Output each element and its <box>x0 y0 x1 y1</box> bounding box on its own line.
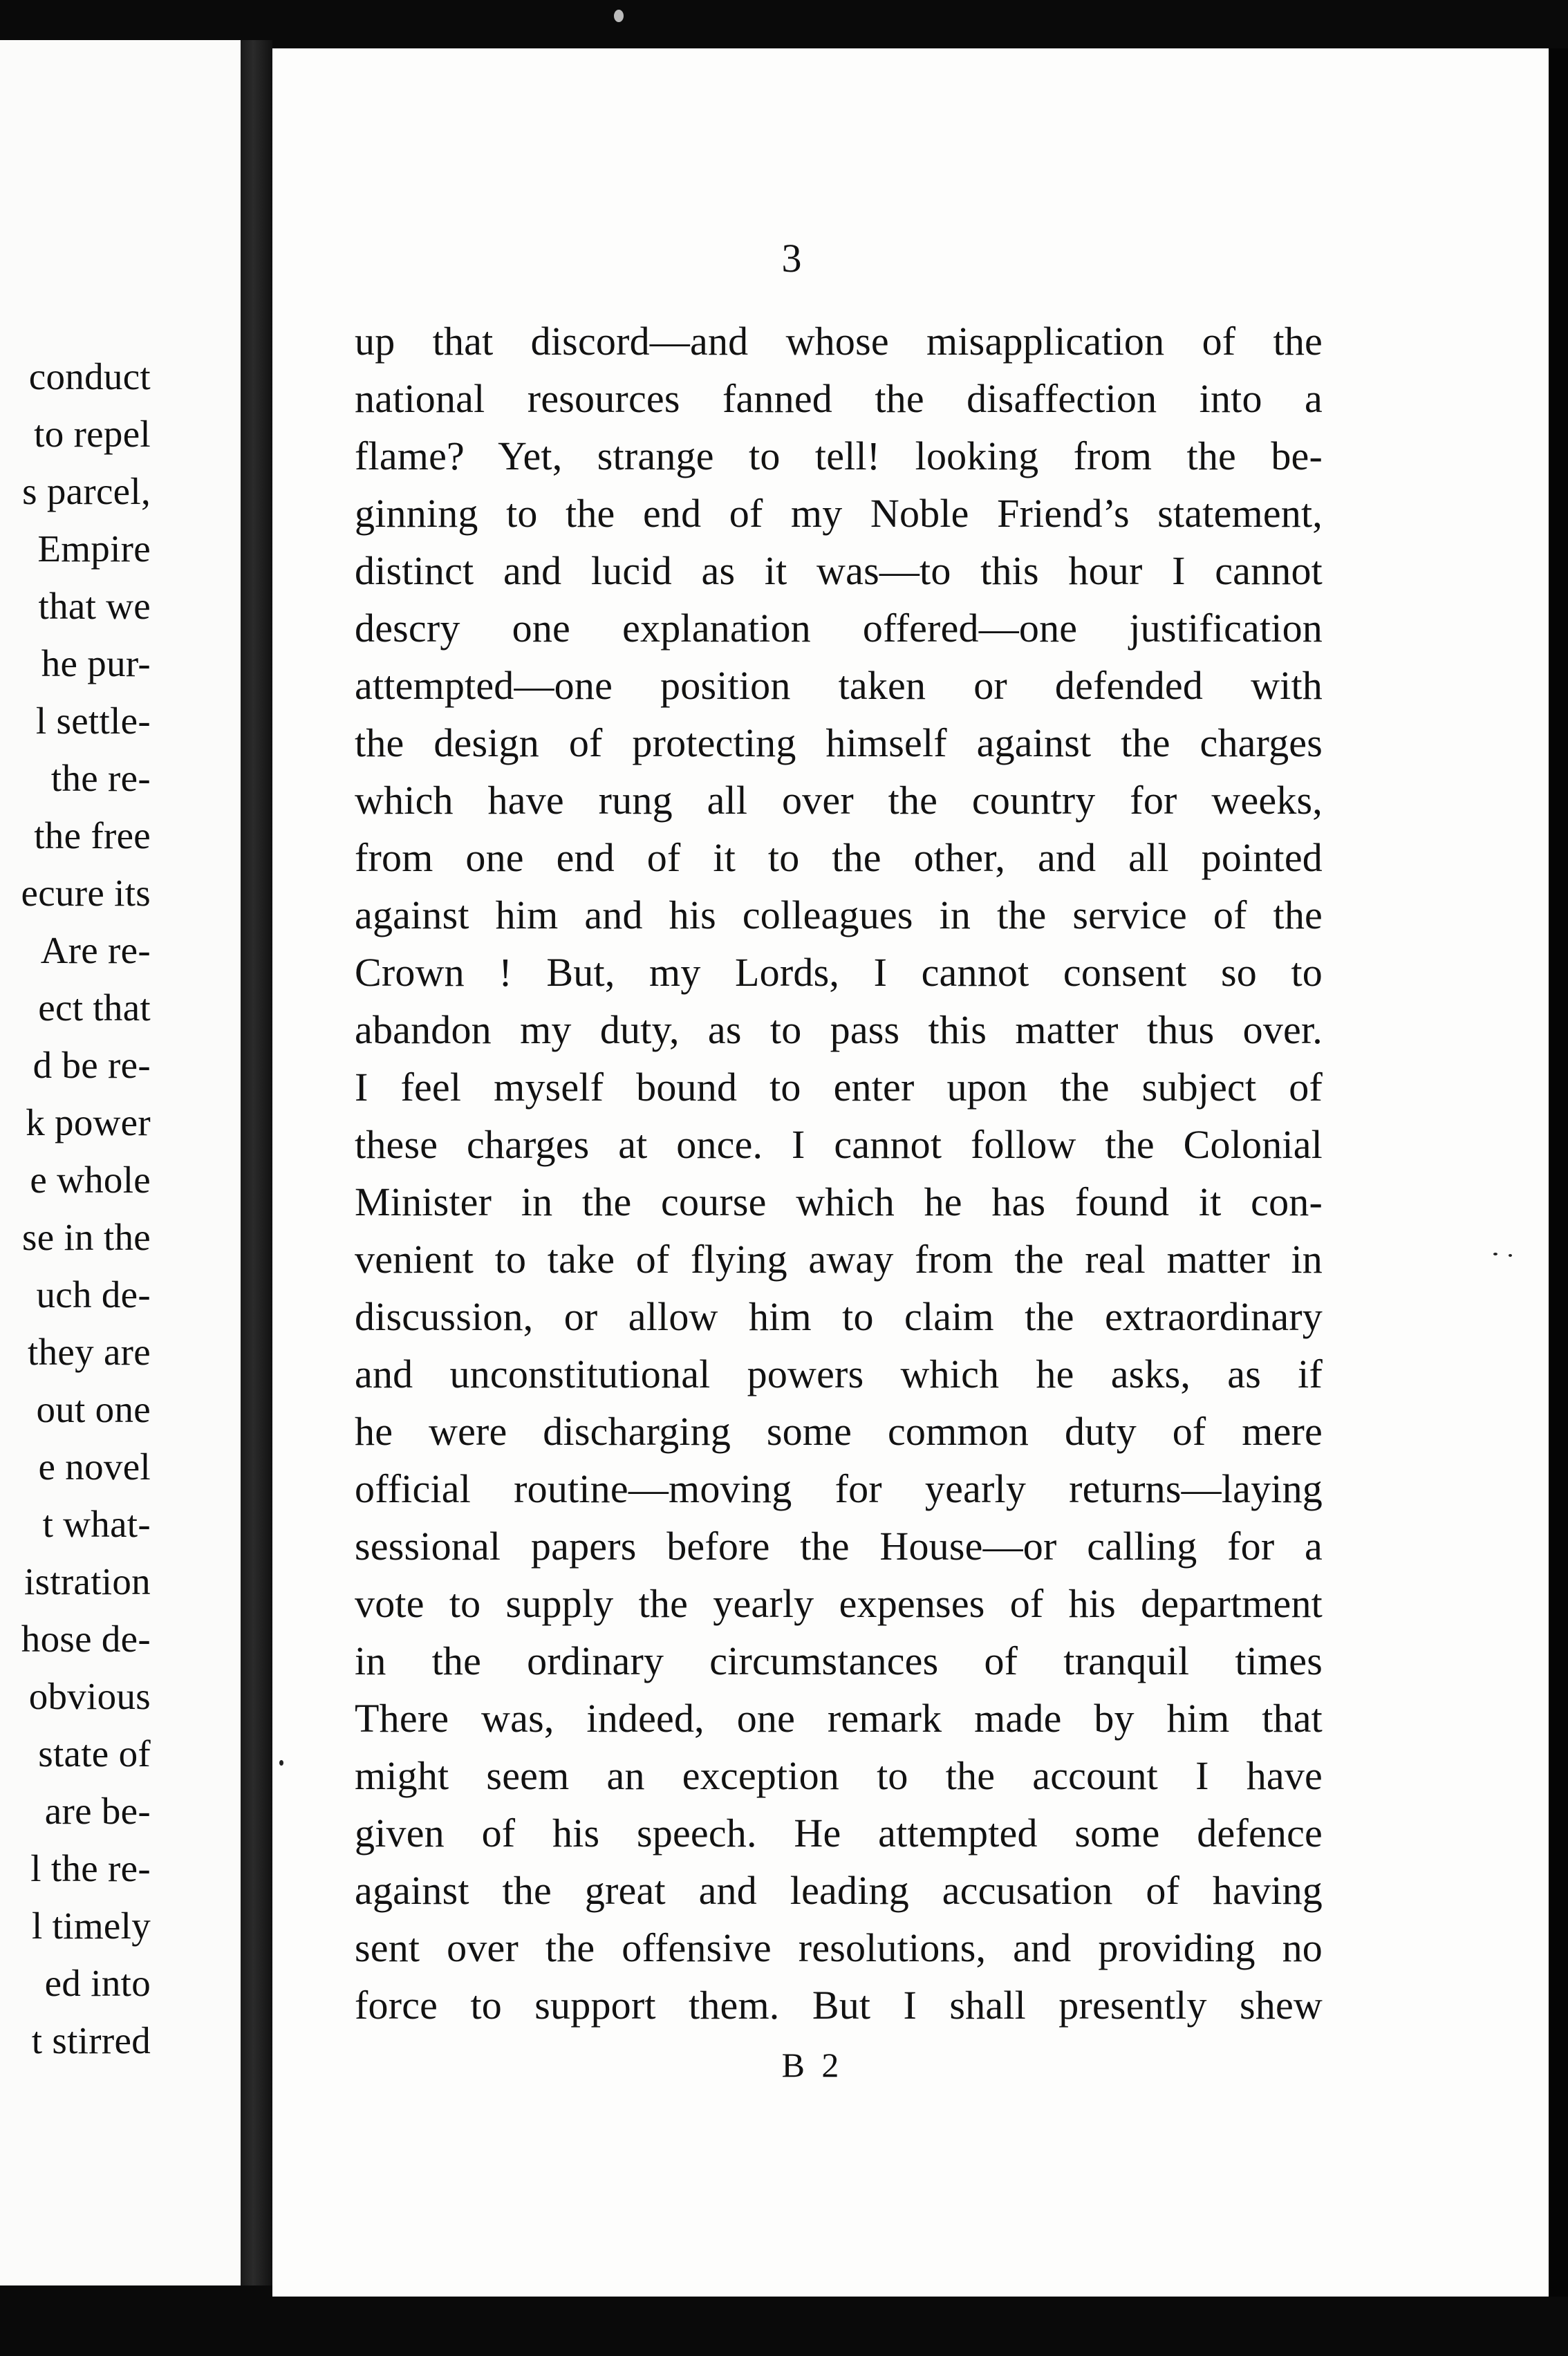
text-line: I feel myself bound to enter upon the subject of <box>355 1065 1323 1110</box>
left-page-line: l the re- <box>30 1847 151 1889</box>
text-line: distinct and lucid as it was—to this hour I cannot <box>355 548 1323 593</box>
left-page-line: conduct <box>28 355 151 398</box>
left-page-line: Are re- <box>40 929 151 971</box>
scan-speck <box>614 10 624 22</box>
text-line: he were discharging some common duty of mere <box>355 1409 1323 1454</box>
left-page-line: istration <box>24 1560 151 1602</box>
left-page-line: l timely <box>32 1905 151 1947</box>
left-page-line: uch de- <box>36 1273 151 1316</box>
text-line: given of his speech. He attempted some defence <box>355 1811 1323 1855</box>
text-line: descry one explanation offered—one justification <box>355 606 1323 651</box>
text-line: the design of protecting himself against the charges <box>355 720 1323 765</box>
text-line: might seem an exception to the account I have <box>355 1753 1323 1798</box>
body-text <box>355 312 1323 2034</box>
text-line: Crown ! But, my Lords, I cannot consent so to <box>355 950 1323 995</box>
left-page-line: they are <box>28 1331 151 1373</box>
left-page-line: ecure its <box>21 872 151 914</box>
left-page-line: l settle- <box>35 700 151 742</box>
text-line: which have rung all over the country for weeks, <box>355 778 1323 823</box>
text-line: and unconstitutional powers which he asks, as if <box>355 1352 1323 1396</box>
text-line: against him and his colleagues in the service of the <box>355 892 1323 937</box>
text-line: attempted—one position taken or defended with <box>355 663 1323 708</box>
book-gutter <box>241 40 272 2285</box>
text-line: against the great and leading accusation of having <box>355 1868 1323 1913</box>
left-page-line: out one <box>36 1388 151 1430</box>
left-page-line: ed into <box>44 1962 151 2004</box>
text-line: up that discord—and whose misapplication of the <box>355 319 1323 364</box>
signature-mark: B 2 <box>781 2046 843 2084</box>
text-line: ginning to the end of my Noble Friend’s statement, <box>355 491 1323 536</box>
left-page-line: t what- <box>42 1503 151 1545</box>
text-line: sent over the offensive resolutions, and providing no <box>355 1925 1323 1970</box>
margin-mark <box>1493 1253 1497 1255</box>
left-page-line: hose de- <box>21 1618 151 1660</box>
text-line: discussion, or allow him to claim the extraordinary <box>355 1294 1323 1339</box>
left-page-line: that we <box>38 585 151 627</box>
text-line: from one end of it to the other, and all pointed <box>355 835 1323 880</box>
left-page-line: are be- <box>44 1790 151 1832</box>
left-page-line: t stirred <box>31 2019 151 2062</box>
text-line: these charges at once. I cannot follow the Colonial <box>355 1122 1323 1167</box>
left-page-line: Empire <box>37 527 151 570</box>
margin-mark <box>279 1760 283 1766</box>
left-page-line: the re- <box>50 757 151 799</box>
left-page-line: se in the <box>22 1216 151 1258</box>
page-number: 3 <box>781 236 802 281</box>
text-line: There was, indeed, one remark made by him that <box>355 1696 1323 1741</box>
page-edge <box>1549 48 1568 2297</box>
text-line: force to support them. But I shall presently shew <box>355 1983 1323 2028</box>
left-page-line: e novel <box>38 1446 151 1488</box>
text-line: vote to supply the yearly expenses of his department <box>355 1581 1323 1626</box>
left-page-line: to repel <box>34 413 151 455</box>
text-line: sessional papers before the House—or calling for a <box>355 1524 1323 1569</box>
left-page-line: state of <box>38 1732 151 1775</box>
text-line: Minister in the course which he has found it con- <box>355 1179 1323 1224</box>
left-page-fragment <box>0 40 241 2285</box>
text-line: in the ordinary circumstances of tranquil times <box>355 1638 1323 1683</box>
left-page-line: he pur- <box>41 642 151 684</box>
margin-mark <box>1509 1254 1512 1257</box>
left-page-line: k power <box>26 1101 151 1143</box>
left-page-line: e whole <box>30 1159 151 1201</box>
text-line: abandon my duty, as to pass this matter thus over. <box>355 1007 1323 1052</box>
text-line: official routine—moving for yearly returns—laying <box>355 1466 1323 1511</box>
left-page-line: obvious <box>28 1675 151 1717</box>
text-line: venient to take of flying away from the real matter in <box>355 1237 1323 1282</box>
left-page-line: s parcel, <box>22 470 151 512</box>
text-line: flame? Yet, strange to tell! looking from the be- <box>355 433 1323 478</box>
left-page-text <box>21 348 151 2069</box>
left-page-line: the free <box>34 814 151 857</box>
left-page-line: ect that <box>38 987 151 1029</box>
left-page-line: d be re- <box>32 1044 151 1086</box>
text-line: national resources fanned the disaffection into a <box>355 376 1323 421</box>
